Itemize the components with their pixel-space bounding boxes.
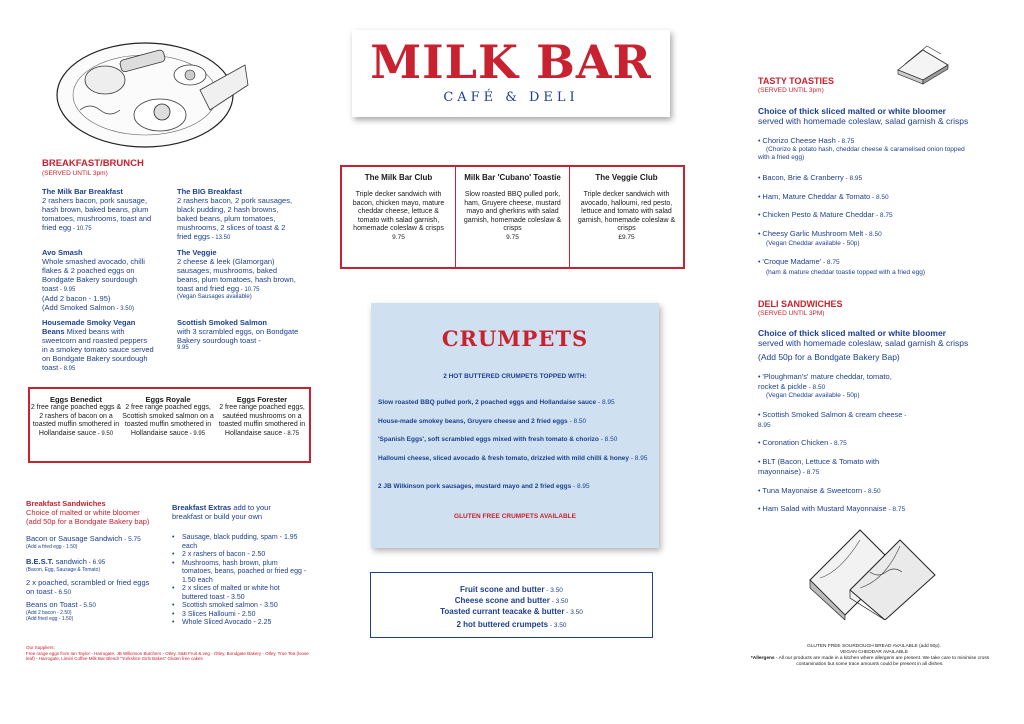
logo — [352, 30, 670, 117]
item-title: The Veggie — [177, 248, 217, 257]
crumpet-desc: Slow roasted BBQ pulled pork, 2 poached eggs and Hollandaise sauce — [378, 399, 597, 406]
sandwich-note: (Add 2 bacon - 2.50) — [26, 610, 72, 616]
suppliers — [26, 645, 316, 662]
breakfast-sandwiches-line2: (add 50p for a Bondgate Bakery bap) — [26, 517, 150, 526]
deli-name: BLT (Bacon, Lettuce & Tomato with mayonnaise) — [758, 457, 880, 476]
sandwich-name: Bacon or Sausage Sandwich — [26, 534, 123, 543]
deli-price: - 8.50 — [806, 384, 826, 391]
sandwich-name-rest: sandwich — [53, 557, 87, 566]
toastie-note: (ham & mature cheddar toastie topped with a fried egg) — [766, 269, 925, 276]
egg-title: Eggs Benedict — [49, 395, 103, 404]
club-desc: Triple decker sandwich with avocado, halloumi, red pesto, lettuce and tomato with salad garnish, homemade coleslaw & crisps — [577, 191, 676, 232]
club-price: £9.75 — [618, 233, 635, 241]
item-price: - 3.50) — [114, 306, 134, 312]
scone-item — [370, 620, 653, 629]
toastie-note: (Chorizo & potato hash, cheddar cheese & caramelised onion topped with a fried egg) — [758, 146, 965, 161]
scone-price: - 3.50 — [564, 609, 583, 616]
extras-item: • Sausage, black pudding, spam - 1.95 each — [172, 534, 307, 551]
item-desc: with 3 scrambled eggs, on Bondgate Bakery sourdough toast - — [177, 327, 299, 345]
deli-name: Ham Salad with Mustard Mayonnaise — [762, 504, 887, 513]
sandwich-item — [26, 557, 166, 573]
sandwich-price: - 6.50 — [52, 589, 72, 596]
extras-item: • Mushrooms, hash brown, plum tomatoes, beans, poached or fried egg - 1.50 each — [172, 560, 307, 586]
item-title: The BIG Breakfast — [177, 187, 243, 196]
breakfast-served: (SERVED UNTIL 3pm) — [42, 170, 108, 177]
scone-name: 2 hot buttered crumpets — [456, 620, 549, 629]
egg-price: - 8.75 — [282, 430, 300, 437]
toastie-name: Ham, Mature Cheddar & Tomato — [762, 192, 871, 201]
deli-price: - 8.75 — [828, 440, 847, 447]
item-desc: Mixed beans with sweetcorn and roasted peppers in a smokey tomato sauce served on Bondgate Bakery sourdough toast — [42, 327, 154, 372]
crumpet-price: - 8.50 — [567, 418, 587, 425]
toastie-price: - 8.75 — [874, 212, 893, 219]
club-desc: Triple decker sandwich with bacon, chicken mayo, mature cheddar cheese, lettuce & tomato with salad garnish, homemade coleslaw & crisps — [352, 191, 445, 232]
toasties-choice2: served with homemade coleslaw, salad garnish & crisps — [758, 116, 969, 126]
item-title: Scottish Smoked Salmon — [177, 318, 268, 327]
deli-name: 'Ploughman's' mature cheddar, tomato, rocket & pickle — [758, 372, 892, 391]
sandwich-price: - 5.75 — [122, 536, 141, 543]
deli-item — [758, 504, 988, 514]
deli-name: Coronation Chicken — [762, 438, 829, 447]
crumpets-gluten-free: GLUTEN FREE CRUMPETS AVAILABLE — [454, 513, 576, 520]
club-item — [570, 167, 683, 267]
item-price: - 9.95 — [58, 287, 76, 293]
crumpet-item — [378, 399, 653, 407]
allergens-label: *Allergens — [750, 656, 775, 661]
crumpet-price: - 8.50 — [598, 436, 618, 443]
item-extra: (Add 2 bacon - 1.95) — [42, 294, 111, 303]
allergens-text: - All our products are made in a kitchen where allergens are present. We take care to minimise cross contamination but some trace amounts could be present in all dishes. — [774, 656, 990, 667]
menu-item — [177, 187, 297, 242]
sandwich-note: (Add a fried egg - 1.50) — [26, 544, 78, 550]
crumpet-price: - 8.95 — [629, 455, 648, 462]
item-desc: Whole smashed avocado, chilli flakes & 2 poached eggs on Bondgate Bakery sourdough toast — [42, 257, 145, 293]
deli-name: Tuna Mayonaise & Sweetcorn — [762, 486, 863, 495]
allergens-note — [746, 656, 994, 668]
scone-price: - 3.50 — [549, 598, 569, 605]
scone-name: Toasted currant teacake & butter — [440, 607, 565, 616]
crumpet-desc: 'Spanish Eggs', soft scrambled eggs mixed with fresh tomato & chorizo — [378, 436, 599, 443]
deli-note: (Vegan Cheddar available - 50p) — [766, 392, 860, 399]
gf-line2: VEGAN CHEDDAR AVAILABLE — [839, 650, 909, 655]
gf-line1: GLUTEN FREE SOURDOUGH BREAD AVAILABLE (add 50p). — [807, 644, 941, 649]
gluten-free-note — [760, 644, 988, 656]
item-desc: 2 rashers bacon, 2 pork sausages, black pudding, 2 hash browns, baked beans, plum tomatoes, mushrooms, 2 slices of toast & 2 fried eggs — [177, 196, 293, 241]
toasties-served: (SERVED UNTIL 3pm) — [758, 87, 824, 94]
deli-price: - 8.95 — [758, 412, 907, 429]
item-title: The Milk Bar Breakfast — [42, 187, 123, 196]
toastie-price: - 8.50 — [870, 194, 889, 201]
egg-item — [30, 389, 122, 438]
scone-price: - 3.50 — [544, 587, 563, 594]
club-title: Milk Bar 'Cubano' Toastie — [464, 173, 561, 182]
sandwich-name: Beans on Toast — [26, 600, 78, 609]
toastie-item — [758, 136, 988, 146]
item-note: (Vegan Sausages available) — [177, 294, 252, 300]
deli-heading: DELI SANDWICHES — [758, 299, 843, 309]
extras-item: • 3 Slices Halloumi - 2.50 — [172, 611, 307, 620]
sandwich-item — [26, 600, 166, 622]
sandwich-note: (Add fried egg - 1.50) — [26, 616, 74, 622]
egg-desc: 2 free range poached eggs, sautéed mushrooms on a toasted muffin smothered in Hollandaise sauce — [218, 404, 306, 437]
deli-choice: Choice of thick sliced malted or white bloomer — [758, 328, 946, 338]
scone-name: Cheese scone and butter — [454, 596, 550, 605]
club-item — [455, 167, 570, 267]
egg-title: Eggs Forester — [236, 395, 288, 404]
scone-item — [370, 585, 653, 594]
crumpet-price: - 8.95 — [571, 483, 590, 490]
menu-item — [177, 318, 299, 352]
extras-subtitle: breakfast or build your own — [172, 512, 263, 521]
toastie-item — [758, 257, 988, 267]
egg-desc: 2 free range poached eggs, Scottish smoked salmon on a toasted muffin smothered in Hollandaise sauce — [122, 404, 214, 437]
suppliers-text: Free range eggs from Ian Taylor - Harrogate, JB Wilkinson Butchers - Otley, S&B Fruit & veg - Otley, Bondgate Bakery - Otley, True Tea (loose leaf) - Harrogate, Limini Coffee Milk Bar Blend! "Yorkshire Girls Bakes" Gluten free cakes — [26, 650, 309, 661]
menu-item — [177, 248, 299, 301]
sandwich-price: - 6.95 — [86, 559, 106, 566]
crumpet-item — [378, 436, 653, 444]
deli-choice2: served with homemade coleslaw, salad garnish & crisps — [758, 338, 969, 348]
menu-item — [42, 248, 154, 313]
suppliers-heading: Our Suppliers: — [26, 645, 55, 650]
deli-price: - 8.75 — [886, 506, 906, 513]
egg-price: - 9.95 — [188, 430, 206, 437]
toastie-name: Chicken Pesto & Mature Cheddar — [762, 210, 875, 219]
club-title: The Milk Bar Club — [364, 173, 433, 182]
scone-item — [370, 596, 653, 605]
eggs-box — [28, 387, 311, 463]
item-desc: 2 cheese & leek (Glamorgan) sausages, mushrooms, baked beans, plum tomatoes, hash brown, toast and fried egg — [177, 257, 296, 293]
toastie-price: - 8.95 — [843, 175, 863, 182]
deli-item — [758, 438, 988, 448]
deli-item — [758, 372, 898, 392]
sandwich-illustration — [800, 520, 940, 620]
toastie-name: Chorizo Cheese Hash — [762, 136, 836, 145]
extras-item: • Scottish smoked salmon - 3.50 — [172, 602, 307, 611]
sandwich-item — [26, 578, 152, 597]
logo-title: MILK BAR — [370, 35, 652, 89]
deli-price: - 8.50 — [862, 488, 881, 495]
toastie-price: - 8.50 — [863, 231, 882, 238]
clubs-box — [340, 165, 685, 269]
club-title: The Veggie Club — [595, 173, 658, 182]
deli-item — [758, 486, 988, 496]
crumpet-item — [378, 418, 653, 426]
toastie-note: (Vegan Cheddar available - 50p) — [766, 240, 860, 247]
extras-item: • Whole Sliced Avocado - 2.25 — [172, 619, 307, 628]
extras-title-rest: add to your — [231, 503, 271, 512]
sandwich-item — [26, 534, 166, 550]
deli-choice3: (Add 50p for a Bondgate Bakery Bap) — [758, 352, 900, 362]
toastie-name: Cheesy Garlic Mushroom Melt — [762, 229, 864, 238]
deli-item — [758, 410, 908, 430]
breakfast-sandwiches-heading: Breakfast Sandwiches — [26, 499, 106, 508]
item-desc: 2 rashers bacon, pork sausage, hash brown, baked beans, plum tomatoes, mushrooms, toast and fried egg — [42, 196, 152, 232]
toasties-heading: TASTY TOASTIES — [758, 76, 835, 86]
club-price: 9.75 — [392, 233, 405, 241]
egg-title: Eggs Royale — [145, 395, 191, 404]
toastie-name: 'Croque Madame' — [762, 257, 822, 266]
club-desc: Slow roasted BBQ pulled pork, ham, Gruyere cheese, mustard mayo and gherkins with salad garnish, homemade coleslaw & crisps — [463, 191, 562, 232]
toasties-choice: Choice of thick sliced malted or white bloomer — [758, 106, 946, 116]
crumpet-item — [378, 455, 653, 463]
item-title: Housemade Smoky Vegan Beans — [42, 318, 136, 336]
deli-item — [758, 457, 908, 477]
item-title: Avo Smash — [42, 248, 83, 257]
egg-price: - 9.50 — [96, 430, 114, 437]
scone-name: Fruit scone and butter — [460, 585, 545, 594]
extras-heading — [172, 503, 312, 521]
sandwich-name: 2 x poached, scrambled or fried eggs on toast — [26, 578, 150, 596]
egg-item — [122, 389, 214, 438]
toastie-item — [758, 173, 988, 183]
toastie-item — [758, 192, 988, 202]
extras-item: • 2 x rashers of bacon - 2.50 — [172, 551, 307, 560]
toastie-price: - 8.75 — [821, 259, 840, 266]
deli-name: Scottish Smoked Salmon & cream cheese — [762, 410, 903, 419]
toastie-illustration — [893, 40, 953, 85]
item-price: - 10.75 — [239, 287, 260, 293]
club-item — [342, 167, 455, 267]
item-price: - 10.75 — [71, 226, 92, 232]
crumpet-item — [378, 483, 653, 491]
deli-served: (SERVED UNTIL 3PM) — [758, 310, 825, 317]
sandwich-note: (Bacon, Egg, Sausage & Tomato) — [26, 567, 101, 573]
crumpet-desc: 2 JB Wilkinson pork sausages, mustard mayo and 2 fried eggs — [378, 483, 572, 490]
scone-item — [370, 607, 653, 616]
deli-price: - 8.75 — [800, 469, 820, 476]
breakfast-heading: BREAKFAST/BRUNCH — [42, 158, 144, 169]
item-price: - 13.50 — [209, 235, 231, 241]
club-price: 9.75 — [506, 233, 519, 241]
sandwich-name: B.E.S.T. — [26, 557, 54, 566]
crumpets-intro: 2 HOT BUTTERED CRUMPETS TOPPED WITH: — [443, 373, 587, 380]
breakfast-plate-illustration — [50, 30, 250, 155]
logo-subtitle: CAFÉ & DELI — [443, 90, 579, 105]
toastie-item — [758, 210, 988, 220]
egg-desc: 2 free range poached eggs & 2 rashers of bacon on a toasted muffin smothered in Hollandaise sauce — [30, 404, 122, 437]
toastie-name: Bacon, Brie & Cranberry — [762, 173, 844, 182]
crumpets-heading: CRUMPETS — [441, 326, 589, 351]
menu-item — [42, 318, 154, 373]
scone-price: - 3.50 — [548, 622, 567, 629]
extras-title: Breakfast Extras — [172, 503, 232, 512]
crumpet-desc: House-made smokey beans, Gruyere cheese and 2 fried eggs — [378, 418, 568, 425]
item-price: - 8.95 — [58, 366, 76, 372]
toastie-item — [758, 229, 988, 239]
egg-item — [216, 389, 308, 438]
toastie-price: - 8.75 — [835, 138, 855, 145]
item-extra: (Add Smoked Salmon — [42, 303, 115, 312]
extras-list — [172, 534, 307, 628]
sandwich-price: - 5.50 — [77, 602, 97, 609]
extras-item: • 2 x slices of malted or white hot buttered toast - 3.50 — [172, 585, 307, 602]
item-price: 9.95 — [177, 345, 189, 351]
crumpet-price: - 8.95 — [596, 399, 615, 406]
menu-item — [42, 187, 160, 233]
breakfast-sandwiches-line1: Choice of malted or white bloomer — [26, 508, 140, 517]
crumpet-desc: Halloumi cheese, sliced avocado & fresh tomato, drizzled with mild chilli & honey — [378, 455, 630, 462]
